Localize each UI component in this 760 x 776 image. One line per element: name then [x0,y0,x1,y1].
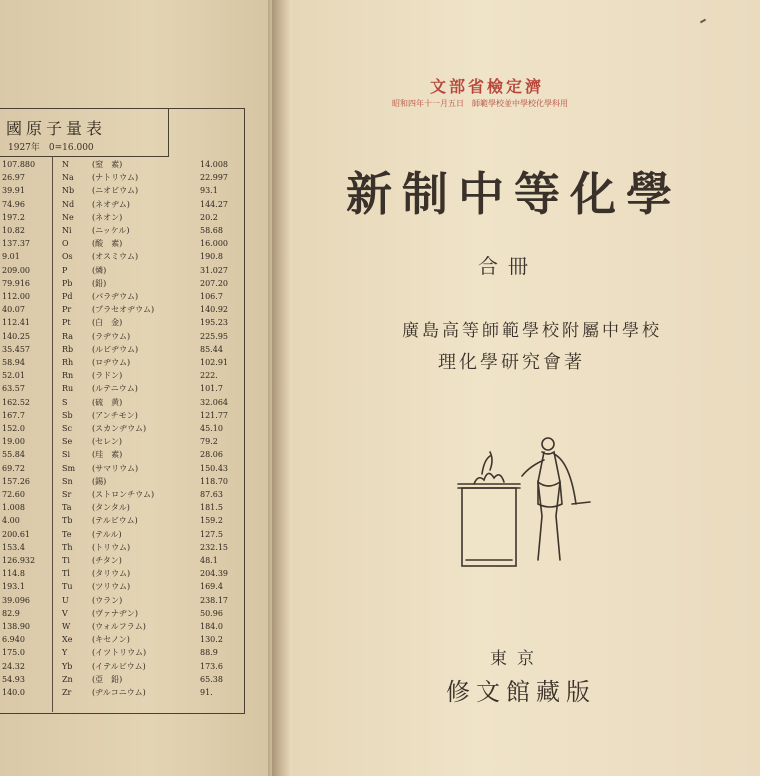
element-weight: 169.4 [200,582,223,592]
element-symbol: Ne [62,212,74,222]
element-name: (ニッケル) [92,226,130,235]
element-symbol: P [62,265,68,275]
element-name: (テルビウム) [92,516,138,526]
element-weight: 16.000 [200,239,228,249]
element-symbol: Ni [62,226,72,235]
element-symbol: Sn [62,476,73,486]
element-weight: 45.10 [200,424,223,433]
table-left-value: 9.01 [2,252,20,262]
table-left-value: 26.97 [2,173,25,183]
element-weight: 87.63 [200,490,223,499]
table-left-value: 157.26 [2,476,30,486]
table-left-value: 39.096 [2,595,30,605]
table-left-value: 74.96 [2,199,25,209]
approval-note: 昭和四年十一月五日 師範學校並中學校化學科用 [392,99,568,108]
table-left-value: 200.61 [2,529,30,539]
element-symbol: Nd [62,199,75,209]
element-symbol: Ta [62,503,72,513]
element-name: (ヂルコニウム) [92,688,146,697]
element-symbol: O [62,239,69,249]
table-left-value: 24.32 [2,661,25,671]
author-society: 理化學研究會著 [438,352,585,373]
element-symbol: V [62,608,68,618]
element-weight: 20.2 [200,212,218,222]
element-weight: 65.38 [200,674,223,684]
element-name: (テルル) [92,529,122,539]
element-symbol: Pd [62,292,73,301]
element-weight: 150.43 [200,463,228,473]
element-weight: 204.39 [200,569,228,579]
element-name: (セレン) [92,437,123,447]
element-symbol: Tu [62,582,73,592]
element-name: (ナトリウム) [92,173,139,183]
element-name: (プラセオヂウム) [92,305,155,315]
element-symbol: Pt [62,318,71,328]
table-left-value: 126.932 [2,556,36,565]
element-weight: 88.9 [200,648,218,658]
element-weight: 190.8 [200,252,223,262]
element-symbol: Sm [62,463,76,473]
table-left-value: 35.457 [2,344,30,354]
element-symbol: W [62,622,71,631]
table-left-value: 167.7 [2,410,25,420]
element-symbol: Rn [62,371,74,381]
element-symbol: Sr [62,490,72,499]
element-symbol: Ra [62,331,73,341]
element-weight: 222. [200,371,218,381]
element-symbol: Zr [62,688,72,697]
table-left-value: 107.880 [2,160,36,169]
table-left-value: 209.00 [2,265,30,275]
element-symbol: Si [62,450,71,460]
element-weight: 50.96 [200,608,223,618]
element-name: (ルビヂウム) [92,344,139,354]
element-name: (ネオヂム) [92,199,130,209]
table-left-value: 153.4 [2,542,25,552]
element-name: (亞 鉛) [92,674,123,684]
table-left-value: 197.2 [2,212,25,222]
element-symbol: Tb [62,516,73,526]
table-left-value: 19.00 [2,437,25,447]
table-left-value: 1.008 [2,503,25,513]
table-left-value: 114.8 [2,569,25,579]
element-weight: 48.1 [200,556,218,565]
column-divider [52,156,53,712]
element-weight: 184.0 [200,622,223,631]
table-left-value: 40.07 [2,305,25,315]
element-name: (サマリウム) [92,463,139,473]
element-name: (ツリウム) [92,582,131,592]
element-name: (硫 黄) [92,397,123,407]
element-symbol: Sc [62,424,72,433]
element-weight: 118.70 [200,476,228,486]
element-symbol: Te [62,529,72,539]
table-left-value: 82.9 [2,608,20,618]
table-left-value: 140.0 [2,688,25,697]
table-left-value: 58.94 [2,358,25,367]
table-left-value: 52.01 [2,371,25,381]
table-left-value: 55.84 [2,450,25,460]
atomic-weight-table-title: 國原子量表 [6,119,107,138]
element-name: (ルテニウム) [92,384,138,394]
element-symbol: Xe [62,635,73,645]
element-weight: 79.2 [200,437,218,447]
element-weight: 121.77 [200,410,228,420]
table-left-value: 4.00 [2,516,20,526]
element-name: (イツトリウム) [92,648,147,658]
element-weight: 58.68 [200,226,223,235]
element-weight: 28.06 [200,450,223,460]
table-left-value: 152.0 [2,424,25,433]
element-name: (ウラン) [92,595,123,605]
element-symbol: Rh [62,358,74,367]
table-left-value: 137.37 [2,239,30,249]
publisher-name: 修文館藏版 [446,678,596,706]
element-name: (トリウム) [92,542,131,552]
element-symbol: U [62,595,69,605]
element-weight: 102.91 [200,358,228,367]
table-left-value: 193.1 [2,582,25,592]
element-name: (タリウム) [92,569,131,579]
element-symbol: S [62,397,68,407]
table-left-value: 138.90 [2,622,30,631]
book-gutter [272,0,292,776]
element-name: (ウォルフラム) [92,622,146,631]
element-name: (ストロンチウム) [92,490,155,499]
element-name: (窒 素) [92,160,123,169]
element-symbol: Na [62,173,74,183]
element-name: (ラドン) [92,371,123,381]
element-weight: 101.7 [200,384,223,394]
element-weight: 144.27 [200,199,228,209]
element-weight: 130.2 [200,635,223,645]
classical-figure-emblem-icon [452,430,592,570]
table-left-value: 112.00 [2,292,30,301]
element-name: (錫) [92,476,107,486]
element-symbol: Ru [62,384,74,394]
publisher-city: 東京 [490,649,544,669]
element-weight: 85.44 [200,344,223,354]
element-weight: 14.008 [200,160,228,169]
element-symbol: Th [62,542,73,552]
element-name: (鉛) [92,278,107,288]
element-symbol: N [62,160,69,169]
author-school: 廣島高等師範學校附屬中學校 [402,321,662,341]
element-name: (ロヂウム) [92,358,131,367]
element-weight: 173.6 [200,661,223,671]
approval-stamp: 文部省檢定濟 [430,77,545,96]
element-weight: 225.95 [200,331,228,341]
element-symbol: Y [62,648,68,658]
element-name: (白 金) [92,318,123,328]
table-left-value: 63.57 [2,384,25,394]
table-left-value: 72.60 [2,490,25,499]
element-name: (スカンヂウム) [92,424,147,433]
table-left-value: 175.0 [2,648,25,658]
element-weight: 127.5 [200,529,223,539]
element-symbol: Ti [62,556,70,565]
table-left-value: 10.82 [2,226,25,235]
element-symbol: Os [62,252,73,262]
element-symbol: Yb [62,661,73,671]
table-left-value: 140.25 [2,331,30,341]
element-weight: 159.2 [200,516,223,526]
element-name: (ラヂウム) [92,331,131,341]
element-symbol: Zn [62,674,73,684]
table-left-value: 6.940 [2,635,25,645]
left-page [0,0,272,776]
element-weight: 207.20 [200,278,228,288]
element-weight: 181.5 [200,503,223,513]
book-title: 新制中等化學 [346,167,682,221]
element-name: (アンチモン) [92,410,138,420]
element-symbol: Nb [62,186,75,196]
element-weight: 238.17 [200,595,228,605]
atomic-weight-table-subtitle: 1927年 0=16.000 [8,143,94,153]
element-name: (珪 素) [92,450,123,460]
table-left-value: 69.72 [2,463,25,473]
element-name: (酸 素) [92,239,123,249]
element-weight: 91. [200,688,213,697]
element-weight: 232.15 [200,542,228,552]
element-name: (パラヂウム) [92,292,139,301]
table-left-value: 112.41 [2,318,30,328]
element-weight: 22.997 [200,173,228,183]
table-left-value: 162.52 [2,397,30,407]
element-symbol: Pb [62,278,73,288]
element-name: (燐) [92,265,107,275]
element-symbol: Tl [62,569,70,579]
volume-label: 合冊 [478,254,538,278]
element-weight: 93.1 [200,186,218,196]
table-left-value: 79.916 [2,278,30,288]
element-weight: 140.92 [200,305,228,315]
element-symbol: Se [62,437,73,447]
element-symbol: Pr [62,305,72,315]
table-left-value: 54.93 [2,674,25,684]
element-weight: 195.23 [200,318,228,328]
element-name: (タンタル) [92,503,130,513]
element-name: (ヴァナヂン) [92,608,139,618]
element-name: (チタン) [92,556,122,565]
element-name: (オスミウム) [92,252,139,262]
element-symbol: Sb [62,410,73,420]
element-name: (ネオン) [92,212,123,222]
element-weight: 31.027 [200,265,228,275]
element-weight: 106.7 [200,292,223,301]
element-weight: 32.064 [200,397,228,407]
element-name: (イテルビウム) [92,661,146,671]
table-left-value: 39.91 [2,186,25,196]
element-name: (キセノン) [92,635,130,645]
element-name: (ニオビウム) [92,186,139,196]
element-symbol: Rb [62,344,74,354]
